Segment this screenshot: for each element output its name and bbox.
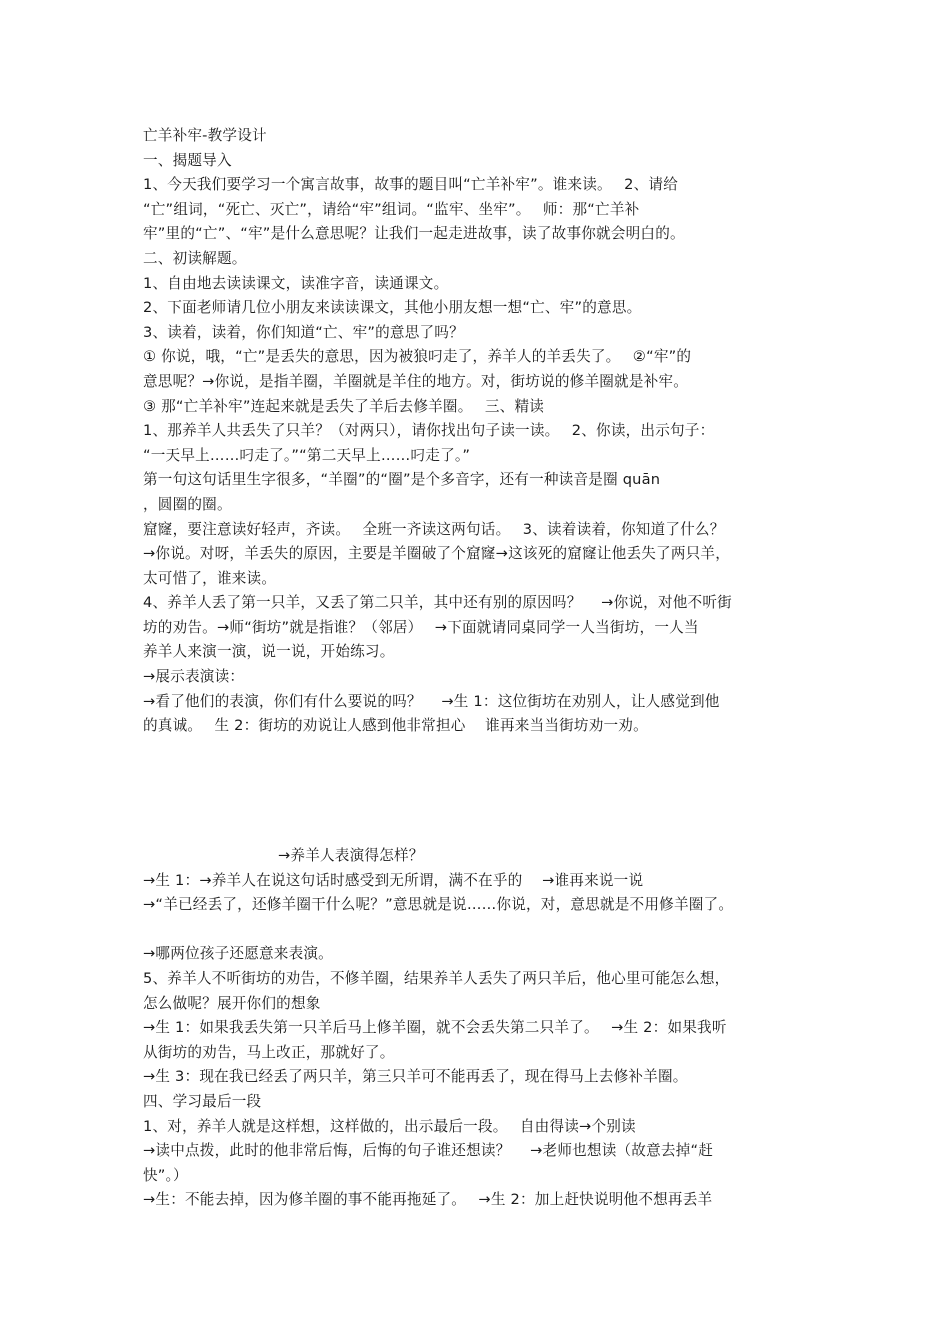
blank-line — [143, 918, 825, 943]
paragraph-line: 养羊人来演一演，说一说，开始练习。 — [143, 643, 395, 661]
paragraph-line: “亡”组词，“死亡、灭亡”，请给“牢”组词。“监牢、坐牢”。 师：那“亡羊补 — [143, 200, 640, 218]
paragraph-line: →生：不能去掉，因为修羊圈的事不能再拖延了。 →生 2：加上赶快说明他不想再丢羊 — [143, 1191, 713, 1209]
paragraph-line: 2、下面老师请几位小朋友来读读课文，其他小朋友想一想“亡、牢”的意思。 — [143, 299, 642, 317]
paragraph-line: 窟窿，要注意读好轻声，齐读。 全班一齐读这两句话。 3、读着读着，你知道了什么？ — [143, 520, 725, 538]
paragraph-line: 意思呢？→你说，是指羊圈，羊圈就是羊住的地方。对，街坊说的修羊圈就是补牢。 — [143, 372, 689, 390]
paragraph-line: →展示表演读： — [143, 668, 245, 686]
document-title: 亡羊补牢-教学设计 — [143, 127, 267, 144]
paragraph-line: 太可惜了，谁来读。 — [143, 569, 277, 587]
paragraph-line: 快”。） — [143, 1166, 188, 1184]
paragraph-line: 怎么做呢？展开你们的想象 — [143, 994, 321, 1012]
paragraph-line: →看了他们的表演，你们有什么要说的吗？ →生 1：这位街坊在劝别人，让人感觉到他 — [143, 692, 720, 710]
paragraph-line: →生 1：如果我丢失第一只羊后马上修羊圈，就不会丢失第二只羊了。 →生 2：如果我听 — [143, 1019, 727, 1037]
paragraph-line: ，圆圈的圈。 — [143, 495, 232, 513]
paragraph-line: →养羊人表演得怎样？ — [278, 847, 424, 864]
paragraph-line: 3、读着，读着，你们知道“亡、牢”的意思了吗？ — [143, 323, 464, 341]
paragraph-line: →生 1：→养羊人在说这句话时感受到无所谓，满不在乎的 →谁再来说一说 — [143, 871, 644, 889]
paragraph-line: →哪两位孩子还愿意来表演。 — [143, 945, 333, 963]
section-heading: 四、学习最后一段 — [143, 1092, 262, 1110]
paragraph-line: 4、养羊人丢了第一只羊，又丢了第二只羊，其中还有别的原因吗？ →你说，对他不听街 — [143, 594, 732, 612]
paragraph-line: 1、今天我们要学习一个寓言故事，故事的题目叫“亡羊补牢”。谁来读。 2、请给 — [143, 176, 679, 194]
paragraph-line: 从街坊的劝告，马上改正，那就好了。 — [143, 1043, 395, 1061]
paragraph-line: 的真诚。 生 2：街坊的劝说让人感到他非常担心 谁再来当当街坊劝一劝。 — [143, 717, 648, 735]
section-heading: 二、初读解题。 — [143, 249, 247, 267]
paragraph-line: ③ 那“亡羊补牢”连起来就是丢失了羊后去修羊圈。 三、精读 — [143, 397, 545, 415]
lesson-plan-part-2 — [143, 844, 825, 1213]
paragraph-line: 1、自由地去读读课文，读准字音，读通课文。 — [143, 274, 449, 292]
paragraph-line: →读中点拨，此时的他非常后悔，后悔的句子谁还想读？ →老师也想读（故意去掉“赶 — [143, 1142, 714, 1160]
paragraph-line: 第一句这句话里生字很多，“羊圈”的“圈”是个多音字，还有一种读音是圈 quān — [143, 471, 661, 489]
paragraph-line: →你说。对呀，羊丢失的原因，主要是羊圈破了个窟窿→这该死的窟窿让他丢失了两只羊， — [143, 545, 731, 563]
paragraph-line: 1、那养羊人共丢失了只羊？（对两只），请你找出句子读一读。 2、你读，出示句子： — [143, 422, 715, 440]
section-heading: 一、揭题导入 — [143, 151, 232, 169]
paragraph-line: ① 你说，哦，“亡”是丢失的意思，因为被狼叼走了，养羊人的羊丢失了。 ②“牢”的 — [143, 348, 692, 366]
paragraph-line: 1、对，养羊人就是这样想，这样做的，出示最后一段。 自由得读→个别读 — [143, 1117, 636, 1135]
paragraph-line: 5、养羊人不听街坊的劝告，不修羊圈，结果养羊人丢失了两只羊后，他心里可能怎么想， — [143, 969, 730, 987]
paragraph-line: →生 3：现在我已经丢了两只羊，第三只羊可不能再丢了，现在得马上去修补羊圈。 — [143, 1068, 688, 1086]
lesson-plan-part-1 — [143, 124, 825, 739]
paragraph-line: →“羊已经丢了，还修羊圈干什么呢？”意思就是说……你说，对，意思就是不用修羊圈了。 — [143, 896, 734, 914]
paragraph-line: 牢”里的“亡”、“牢”是什么意思呢？让我们一起走进故事，读了故事你就会明白的。 — [143, 225, 685, 243]
paragraph-line: 坊的劝告。→师“街坊”就是指谁？（邻居） →下面就请同桌同学一人当街坊，一人当 — [143, 618, 699, 636]
paragraph-line: “一天早上……叼走了。”“第二天早上……叼走了。” — [143, 446, 471, 464]
